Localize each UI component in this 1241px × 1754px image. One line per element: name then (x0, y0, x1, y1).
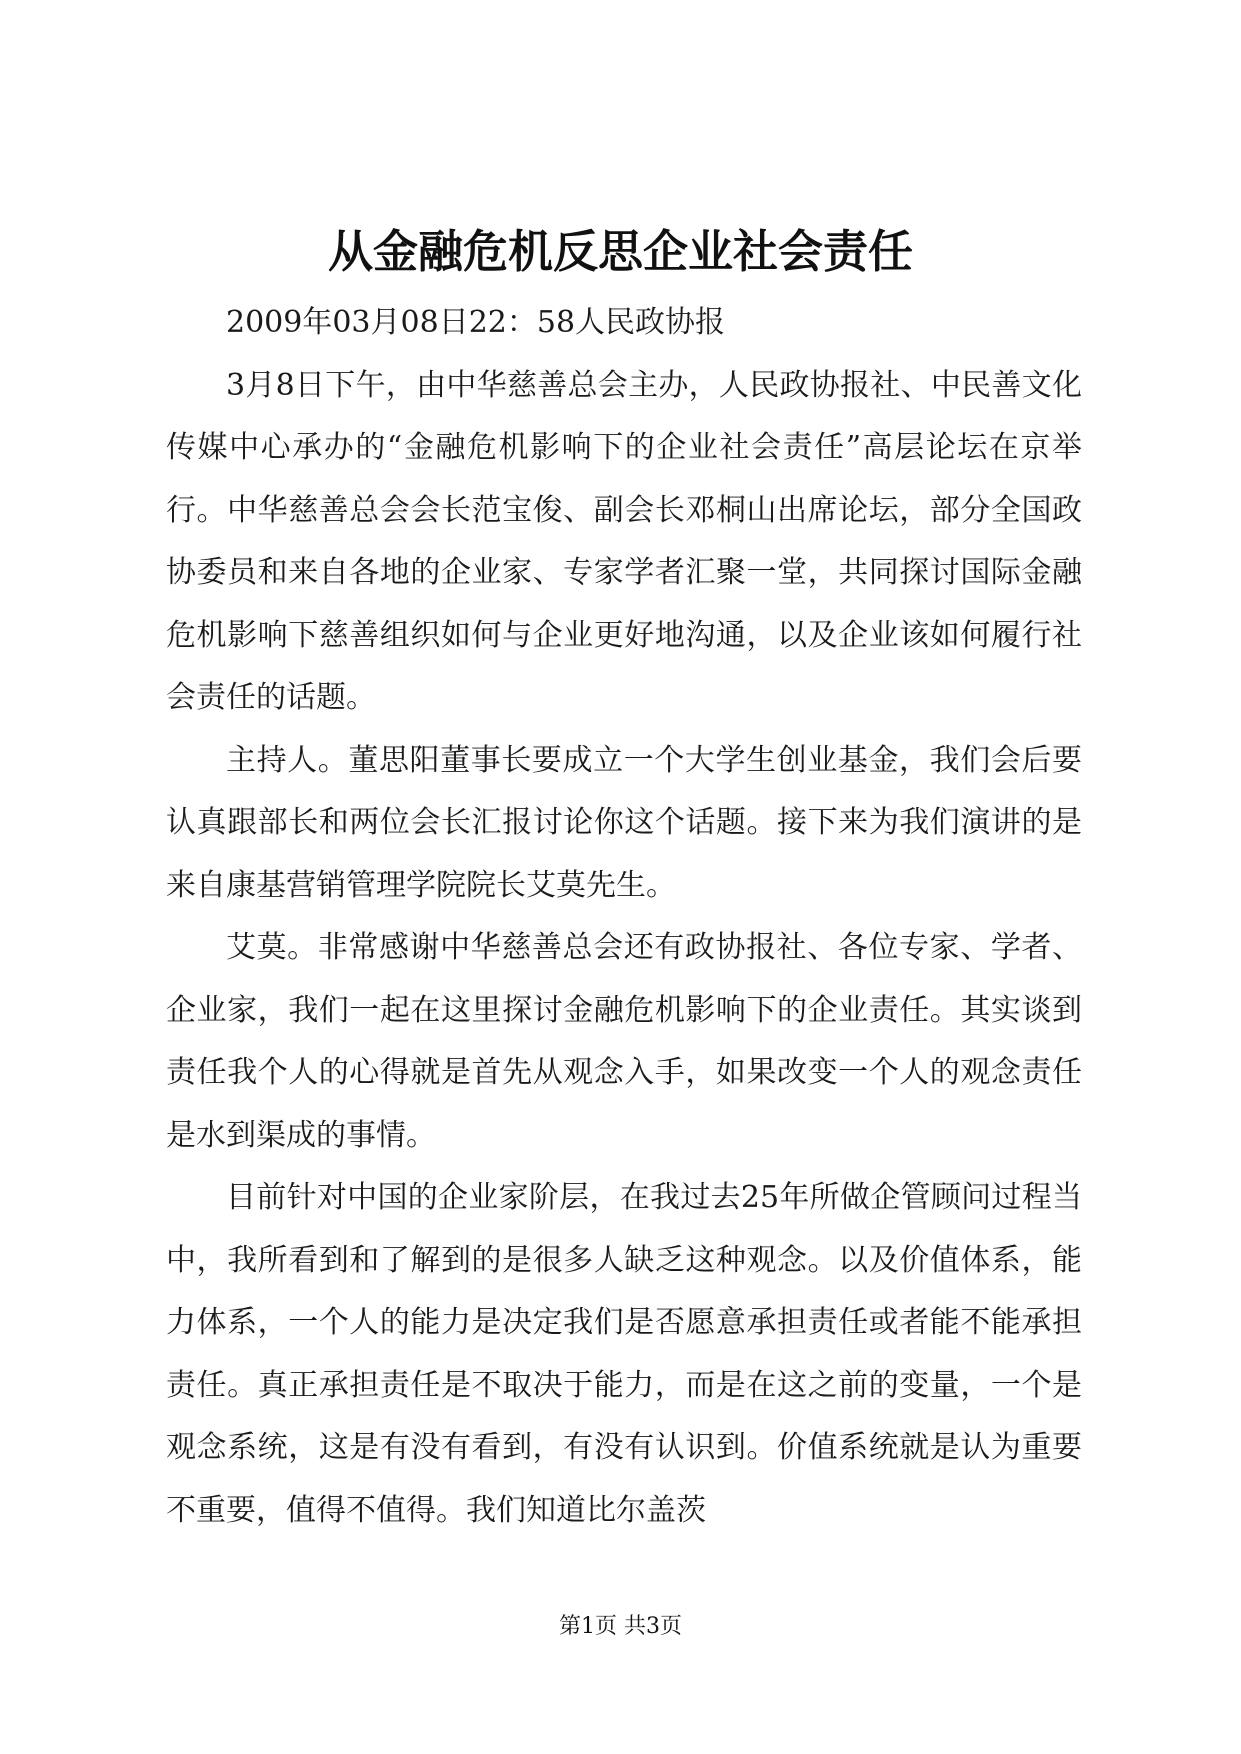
paragraph: 主持人。董思阳董事长要成立一个大学生创业基金，我们会后要认真跟部长和两位会长汇报讨论你这个话题。接下来为我们演讲的是来自康基营销管理学院院长艾莫先生。 (166, 742, 1082, 903)
paragraph: 目前针对中国的企业家阶层，在我过去25年所做企管顾问过程当中，我所看到和了解到的是很多人缺乏这种观念。以及价值体系，能力体系，一个人的能力是决定我们是否愿意承担责任或者能不能承担责任。真正承担责任是不取决于能力，而是在这之前的变量，一个是观念系统，这是有没有看到，有没有认识到。价值系统就是认为重要不重要，值得不值得。我们知道比尔盖茨 (166, 1180, 1082, 1528)
paragraph: 艾莫。非常感谢中华慈善总会还有政协报社、各位专家、学者、企业家，我们一起在这里探讨金融危机影响下的企业责任。其实谈到责任我个人的心得就是首先从观念入手，如果改变一个人的观念责任是水到渠成的事情。 (166, 930, 1082, 1153)
paragraph: 3月8日下午，由中华慈善总会主办，人民政协报社、中民善文化传媒中心承办的“金融危机影响下的企业社会责任”高层论坛在京举行。中华慈善总会会长范宝俊、副会长邓桐山出席论坛，部分全国政协委员和来自各地的企业家、专家学者汇聚一堂，共同探讨国际金融危机影响下慈善组织如何与企业更好地沟通，以及企业该如何履行社会责任的话题。 (166, 367, 1082, 715)
document-title: 从金融危机反思企业社会责任 (327, 225, 913, 278)
document-body (166, 292, 1082, 1542)
page-number-footer: 第1页 共3页 (559, 1614, 682, 1639)
dateline: 2009年03月08日22：58人民政协报 (226, 305, 726, 340)
